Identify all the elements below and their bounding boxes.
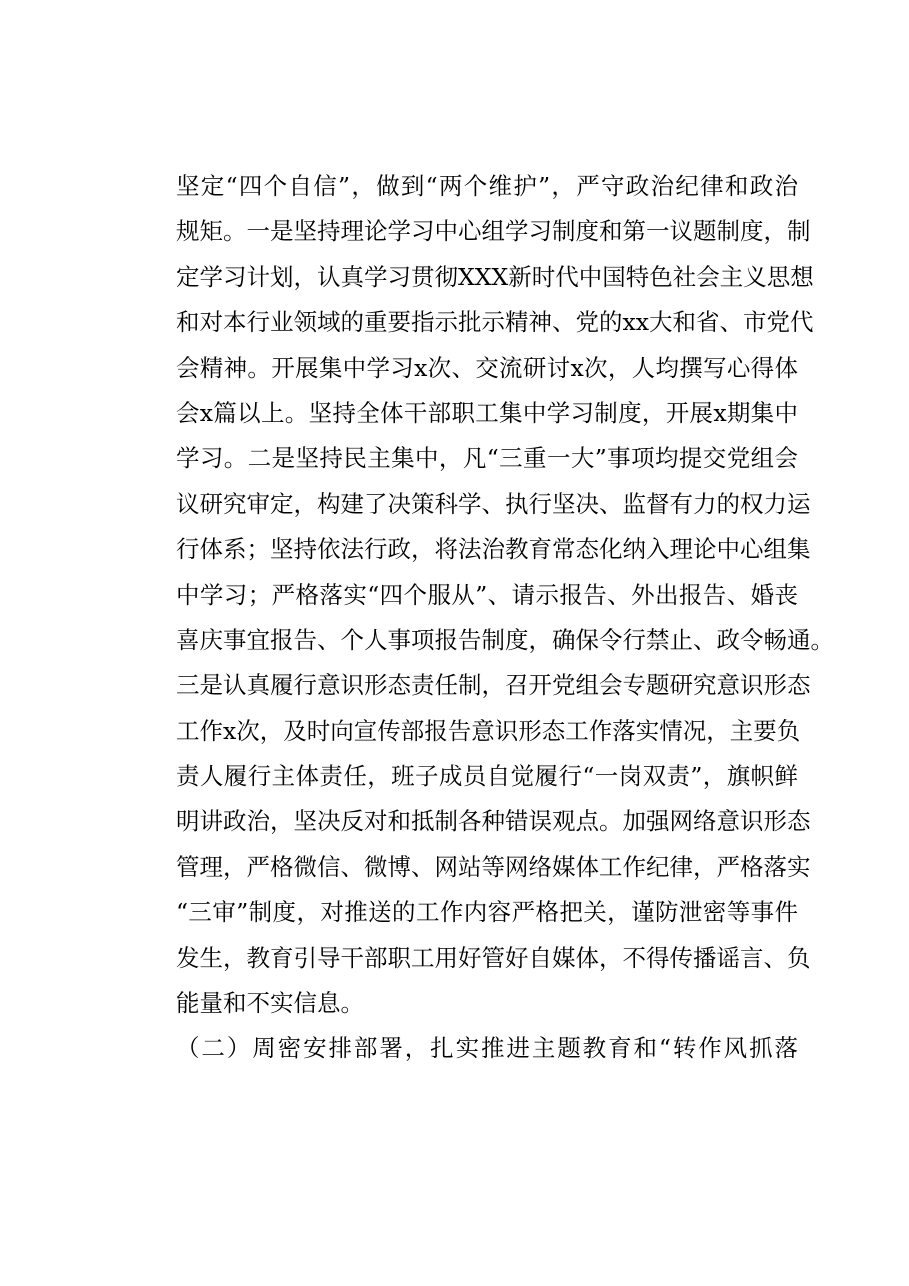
text-line: 发生，教育引导干部职工用好管好自媒体，不得传播谣言、负 xyxy=(176,943,811,972)
text-line: 学习。二是坚持民主集中，凡“三重一大”事项均提交党组会 xyxy=(176,444,798,473)
text-line: 明讲政治，坚决反对和抵制各种错误观点。加强网络意识形态 xyxy=(176,807,811,836)
text-line: 行体系；坚持依法行政，将法治教育常态化纳入理论中心组集 xyxy=(176,535,811,564)
text-line: 和对本行业领域的重要指示批示精神、党的xx大和省、市党代 xyxy=(176,308,814,337)
text-line: 能量和不实信息。 xyxy=(176,989,364,1018)
text-line: 工作x次，及时向宣传部报告意识形态工作落实情况，主要负 xyxy=(176,716,801,745)
text-line: 中学习；严格落实“四个服从”、请示报告、外出报告、婚丧 xyxy=(176,580,798,609)
paragraph-1 xyxy=(176,164,834,1026)
text-line: 三是认真履行意识形态责任制，召开党组会专题研究意识形态 xyxy=(176,671,811,700)
text-line: 坚定“四个自信”，做到“两个维护”，严守政治纪律和政治 xyxy=(176,172,798,200)
text-line: “三审”制度，对推送的工作内容严格把关，谨防泄密等事件 xyxy=(176,898,798,927)
text-line: 定学习计划，认真学习贯彻XXX新时代中国特色社会主义思想 xyxy=(176,262,814,291)
document-body xyxy=(176,164,834,1072)
text-line: 规矩。一是坚持理论学习中心组学习制度和第一议题制度，制 xyxy=(176,217,811,246)
text-line: 喜庆事宜报告、个人事项报告制度，确保令行禁止、政令畅通。 xyxy=(176,625,834,654)
paragraph-2 xyxy=(176,1026,798,1071)
text-line: 议研究审定，构建了决策科学、执行坚决、监督有力的权力运 xyxy=(176,489,811,518)
section-heading-line: （二）周密安排部署，扎实推进主题教育和“转作风抓落 xyxy=(176,1034,798,1063)
text-line: 责人履行主体责任，班子成员自觉履行“一岗双责”，旗帜鲜 xyxy=(176,762,798,791)
text-line: 会精神。开展集中学习x次、交流研讨x次，人均撰写心得体 xyxy=(176,353,798,382)
text-line: 管理，严格微信、微博、网站等网络媒体工作纪律，严格落实 xyxy=(176,852,811,881)
text-line: 会x篇以上。坚持全体干部职工集中学习制度，开展x期集中 xyxy=(176,398,798,427)
